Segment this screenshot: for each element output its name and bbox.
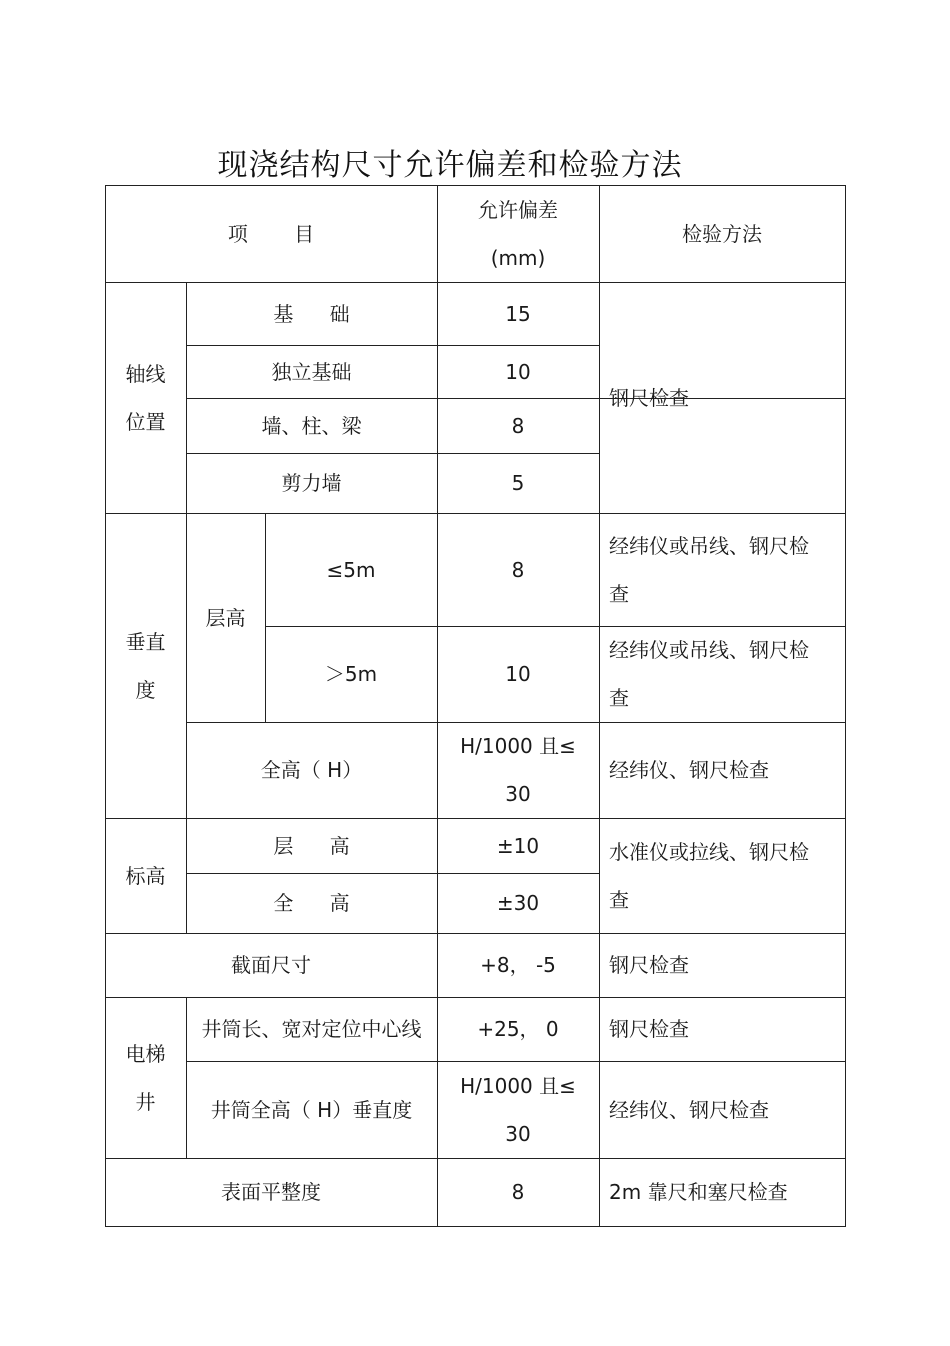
item-label: ＞5m (324, 662, 378, 686)
header-item: 项 目 (227, 221, 315, 246)
item-label: 层 高 (273, 833, 350, 858)
item-label: 全 高 (273, 891, 350, 915)
item-value: +8， -5 (480, 953, 556, 977)
item-label: 表面平整度 (221, 1180, 321, 1204)
group-elevator-shaft: 电梯 井 (125, 1041, 166, 1114)
page-title: 现浇结构尺寸允许偏差和检验方法 (217, 148, 683, 183)
item-label: 墙、柱、梁 (261, 413, 362, 438)
item-value: ±30 (496, 891, 540, 915)
method-cell: 经纬仪、钢尺检查 (609, 758, 769, 782)
method-cell: 2m 靠尺和塞尺检查 (609, 1180, 788, 1204)
group-verticality: 垂直 度 (125, 629, 166, 702)
item-label: 独立基础 (271, 359, 352, 384)
table-border-bottom (105, 1226, 846, 1227)
item-label: 井筒全高（ H）垂直度 (210, 1097, 413, 1122)
method-cell: 经纬仪、钢尺检查 (609, 1097, 769, 1122)
header-method: 检验方法 (682, 221, 762, 246)
group-axis-position: 轴线 位置 (125, 361, 166, 434)
item-value: H/1000 且≤ 30 (460, 734, 576, 806)
item-label: 基 础 (273, 301, 350, 326)
method-cell: 水准仪或拉线、钢尺检 查 (609, 839, 809, 912)
item-value: ±10 (496, 833, 540, 858)
item-value: 5 (511, 471, 525, 495)
method-cell: 钢尺检查 (609, 1017, 689, 1041)
header-deviation: 允许偏差 (mm) (478, 197, 558, 270)
item-label: 井筒长、宽对定位中心线 (201, 1017, 422, 1041)
item-label: 剪力墙 (281, 471, 342, 495)
method-cell: 经纬仪或吊线、钢尺检 查 (609, 638, 809, 710)
item-value: 8 (511, 413, 525, 438)
item-value: H/1000 且≤ 30 (460, 1073, 576, 1146)
item-value: +25， 0 (477, 1017, 559, 1041)
item-value: 8 (511, 557, 525, 582)
item-label: 全高（ H） (260, 758, 363, 782)
method-cell: 钢尺检查 (609, 953, 689, 977)
subgroup-floor-height: 层高 (205, 605, 246, 630)
item-value: 15 (505, 301, 531, 326)
group-elevation: 标高 (125, 863, 166, 888)
method-cell: 钢尺检查 (609, 385, 689, 410)
item-value: 10 (505, 662, 531, 686)
item-value: 10 (505, 359, 531, 384)
item-label: 截面尺寸 (231, 953, 311, 977)
method-cell: 经纬仪或吊线、钢尺检 查 (609, 533, 809, 606)
item-label: ≤5m (326, 557, 376, 582)
table-border-right (845, 185, 846, 1227)
item-value: 8 (511, 1180, 525, 1204)
